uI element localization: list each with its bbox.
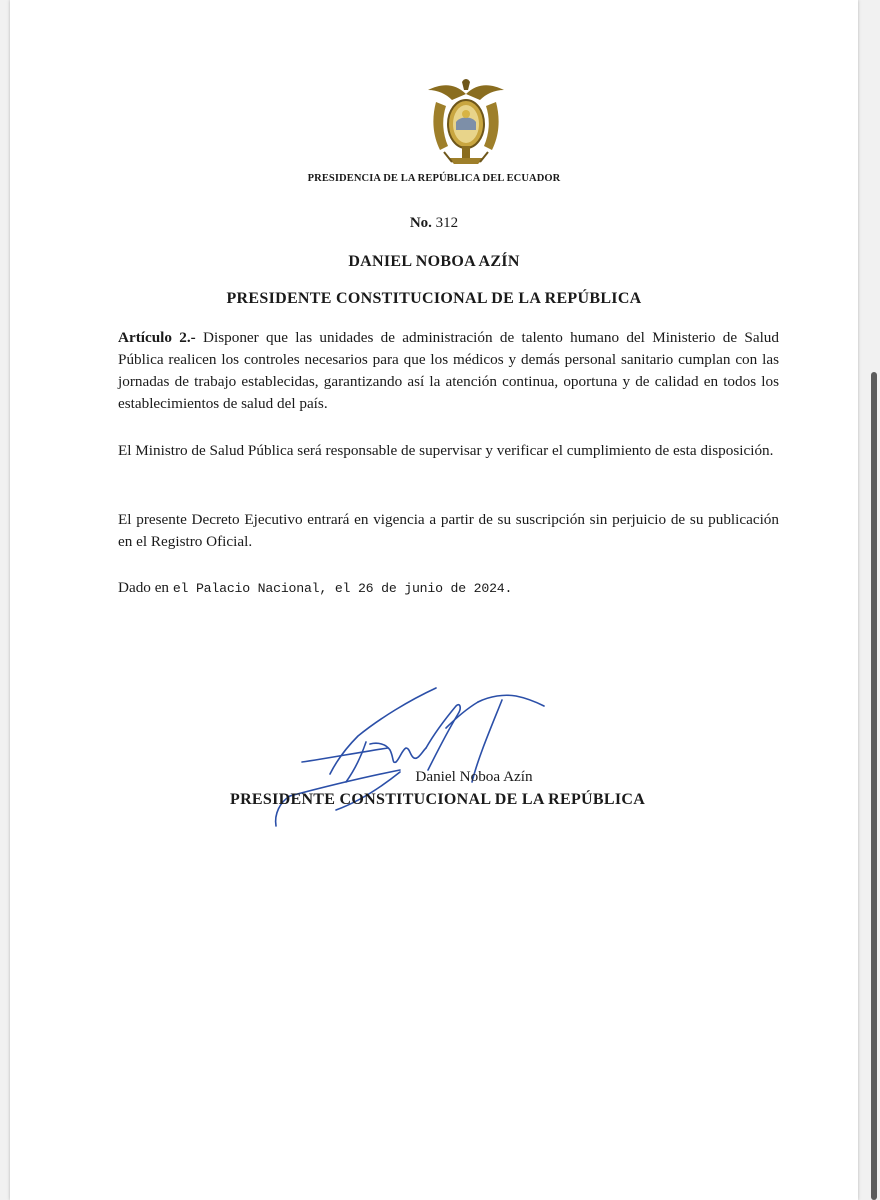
president-title: PRESIDENTE CONSTITUCIONAL DE LA REPÚBLICA: [226, 290, 642, 307]
decree-number: [10, 215, 858, 232]
signing-prefix: Dado en: [118, 579, 173, 596]
signing-suffix: el Palacio Nacional, el 26 de junio de 2024.: [172, 581, 513, 596]
article-text: Disponer que las unidades de administración de talento humano del Ministerio de Salud Pública realicen los controles necesarios para que los médicos y demás personal sanitario cumplan con las jornadas de trabajo establecidas, garantizando así la atención continua, oportuna y de calidad en todos los establecimientos de salud del país.: [118, 329, 779, 412]
institution-name: PRESIDENCIA DE LA REPÚBLICA DEL ECUADOR: [307, 173, 561, 184]
signer-name: Daniel Noboa Azín: [415, 768, 533, 785]
article-paragraph: [118, 327, 779, 415]
coat-of-arms-icon: [418, 72, 514, 168]
president-name: DANIEL NOBOA AZÍN: [348, 253, 520, 270]
signer-title: PRESIDENTE CONSTITUCIONAL DE LA REPÚBLICA: [230, 791, 646, 808]
document-page: [10, 0, 858, 1200]
paragraph-validity: El presente Decreto Ejecutivo entrará en vigencia a partir de su suscripción sin perjuicio de su publicación en el Registro Oficial.: [118, 511, 779, 550]
signing-place-date: [118, 577, 512, 600]
vertical-scrollbar[interactable]: [871, 372, 877, 1200]
decree-number-label: No.: [409, 215, 432, 231]
article-label: Artículo 2.-: [118, 329, 196, 346]
handwritten-signature: [250, 678, 570, 838]
decree-number-value: 312: [435, 215, 459, 231]
paragraph-supervision: El Ministro de Salud Pública será responsable de supervisar y verificar el cumplimiento de esta disposición.: [118, 442, 774, 459]
